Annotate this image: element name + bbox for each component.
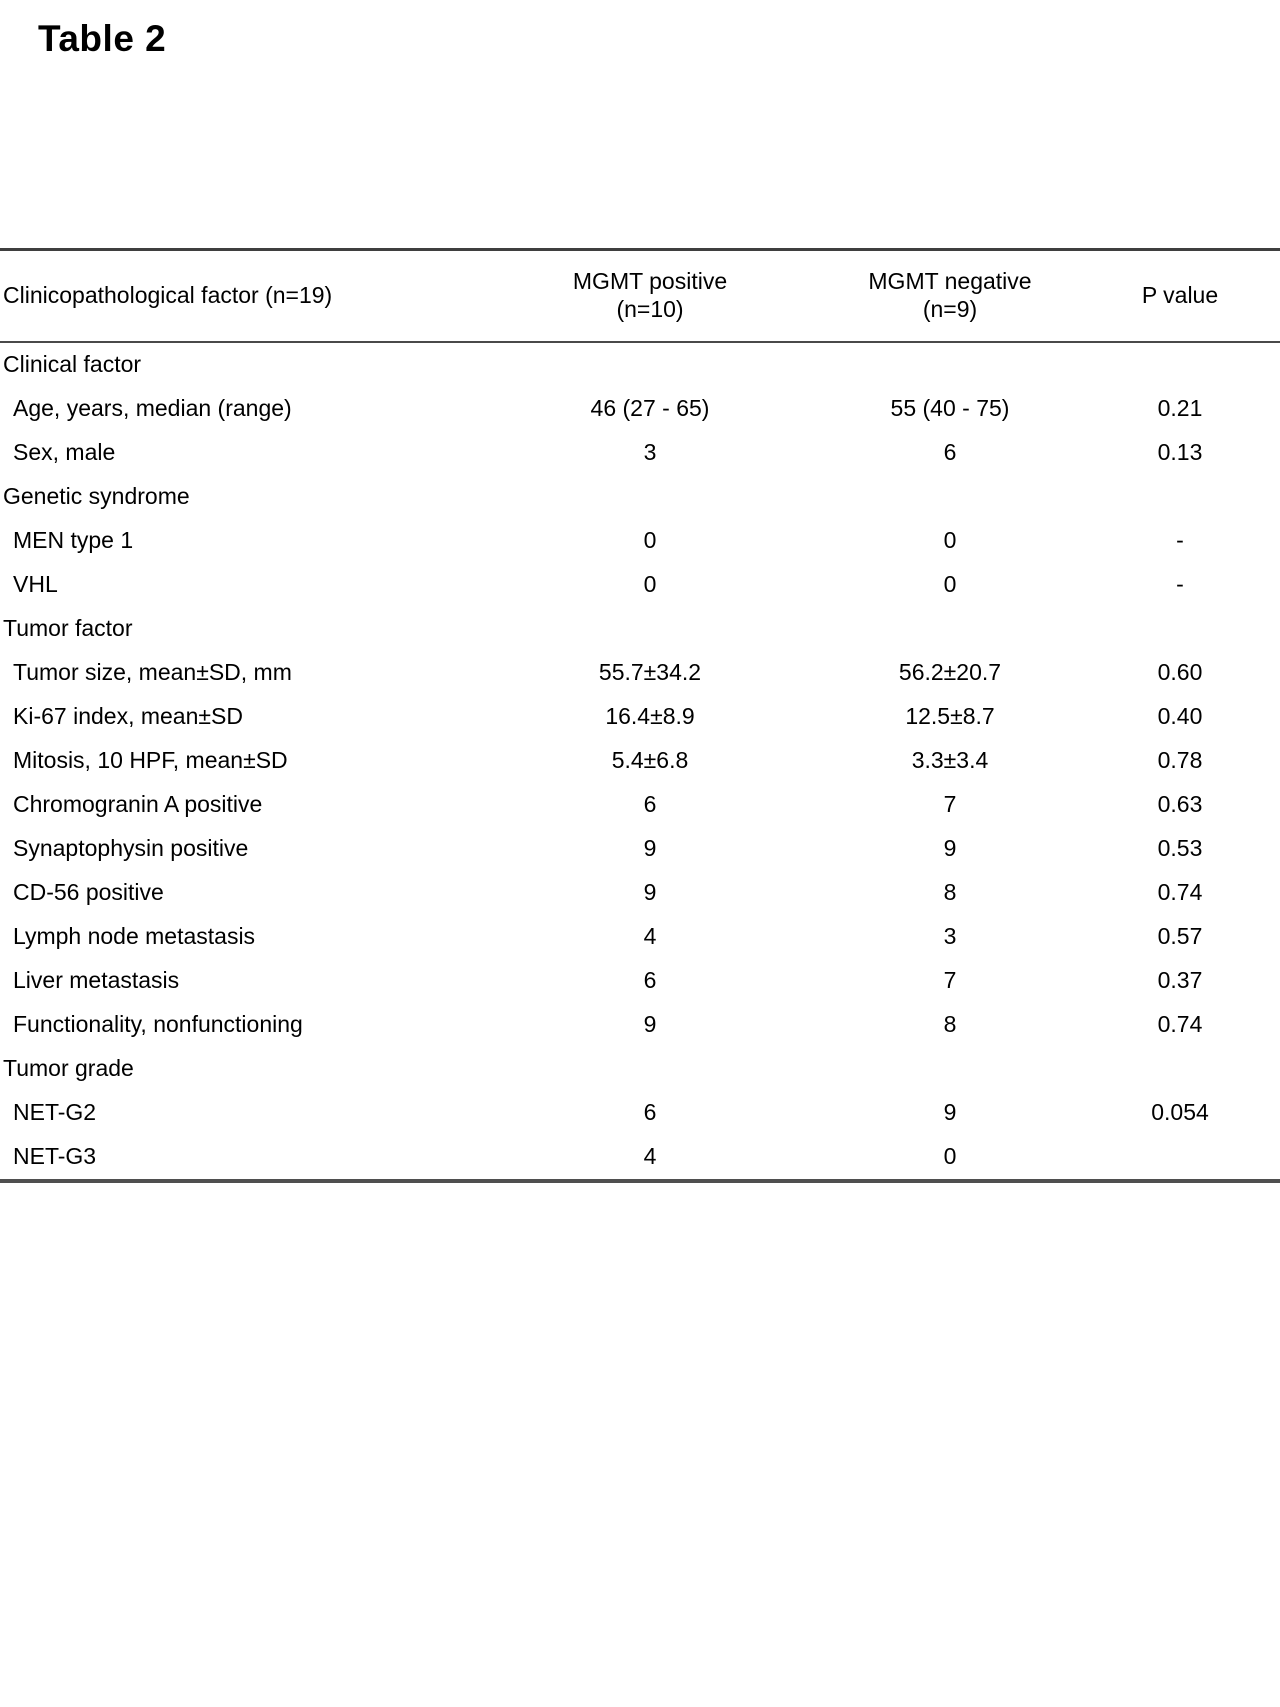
mgmt-positive-value: 9: [643, 835, 657, 862]
row-label: Tumor size, mean±SD, mm: [13, 659, 292, 686]
row-label: VHL: [13, 571, 58, 598]
mgmt-negative-value: 0: [943, 527, 957, 554]
p-value: 0.37: [1157, 967, 1203, 994]
mgmt-negative-value: 6: [943, 439, 957, 466]
mgmt-negative-value: 7: [943, 791, 957, 818]
table-row: [0, 563, 1280, 607]
table-row: [0, 431, 1280, 475]
mgmt-positive-value: 46 (27 - 65): [590, 395, 710, 422]
mgmt-positive-value: 4: [643, 1143, 657, 1170]
row-label: Age, years, median (range): [13, 395, 292, 422]
table-row: [0, 1091, 1280, 1135]
row-label: Clinical factor: [3, 351, 142, 378]
header-mgmt-negative-line2: (n=9): [922, 296, 978, 322]
mgmt-positive-value: 6: [643, 967, 657, 994]
p-value: 0.74: [1157, 1011, 1203, 1038]
header-mgmt-negative-column: [820, 268, 1080, 323]
row-label: Liver metastasis: [13, 967, 180, 994]
p-value: 0.78: [1157, 747, 1203, 774]
table-section-row: [0, 607, 1280, 651]
row-label: MEN type 1: [13, 527, 134, 554]
p-value: 0.054: [1151, 1099, 1209, 1126]
p-value: -: [1176, 527, 1184, 554]
p-value: 0.21: [1157, 395, 1203, 422]
mgmt-positive-value: 6: [643, 1099, 657, 1126]
row-label: NET-G3: [13, 1143, 97, 1170]
row-label: Synaptophysin positive: [13, 835, 249, 862]
header-mgmt-negative-line1: MGMT negative: [868, 268, 1032, 295]
table-row: [0, 1135, 1280, 1179]
table-row: [0, 1003, 1280, 1047]
row-label: Sex, male: [13, 439, 116, 466]
header-mgmt-positive-column: [480, 268, 820, 323]
mgmt-negative-value: 3: [943, 923, 957, 950]
row-label: Mitosis, 10 HPF, mean±SD: [13, 747, 288, 774]
header-mgmt-positive-line1: MGMT positive: [572, 268, 728, 295]
mgmt-negative-value: 0: [943, 1143, 957, 1170]
table-row: [0, 695, 1280, 739]
mgmt-negative-value: 9: [943, 835, 957, 862]
header-p-value-column: P value: [1141, 282, 1219, 309]
table-section-row: [0, 475, 1280, 519]
row-label: Chromogranin A positive: [13, 791, 263, 818]
table-title: Table 2: [38, 18, 167, 59]
p-value: 0.63: [1157, 791, 1203, 818]
mgmt-negative-value: 56.2±20.7: [898, 659, 1002, 686]
p-value: 0.13: [1157, 439, 1203, 466]
row-label: Lymph node metastasis: [13, 923, 256, 950]
mgmt-positive-value: 4: [643, 923, 657, 950]
table-row: [0, 387, 1280, 431]
table-header-row: [0, 248, 1280, 343]
mgmt-positive-value: 0: [643, 527, 657, 554]
mgmt-positive-value: 55.7±34.2: [598, 659, 702, 686]
p-value: -: [1176, 571, 1184, 598]
row-label: Genetic syndrome: [3, 483, 190, 510]
mgmt-positive-value: 3: [643, 439, 657, 466]
table-body: [0, 343, 1280, 1183]
mgmt-negative-value: 8: [943, 1011, 957, 1038]
table-row: [0, 827, 1280, 871]
table-row: [0, 651, 1280, 695]
clinicopathological-table: [0, 248, 1280, 1183]
mgmt-negative-value: 8: [943, 879, 957, 906]
table-row: [0, 915, 1280, 959]
mgmt-positive-value: 6: [643, 791, 657, 818]
mgmt-positive-value: 5.4±6.8: [611, 747, 689, 774]
mgmt-negative-value: 3.3±3.4: [911, 747, 989, 774]
mgmt-negative-value: 55 (40 - 75): [890, 395, 1010, 422]
mgmt-positive-value: 9: [643, 879, 657, 906]
mgmt-positive-value: 9: [643, 1011, 657, 1038]
p-value: 0.74: [1157, 879, 1203, 906]
row-label: Tumor factor: [3, 615, 133, 642]
p-value: 0.40: [1157, 703, 1203, 730]
row-label: NET-G2: [13, 1099, 97, 1126]
mgmt-negative-value: 0: [943, 571, 957, 598]
row-label: Functionality, nonfunctioning: [13, 1011, 303, 1038]
table-section-row: [0, 1047, 1280, 1091]
table-section-row: [0, 343, 1280, 387]
table-row: [0, 519, 1280, 563]
p-value: 0.53: [1157, 835, 1203, 862]
header-factor-column: Clinicopathological factor (n=19): [3, 282, 333, 309]
mgmt-negative-value: 12.5±8.7: [905, 703, 995, 730]
mgmt-negative-value: 7: [943, 967, 957, 994]
table-row: [0, 959, 1280, 1003]
mgmt-negative-value: 9: [943, 1099, 957, 1126]
table-row: [0, 783, 1280, 827]
header-mgmt-positive-line2: (n=10): [616, 296, 684, 322]
row-label: Ki-67 index, mean±SD: [13, 703, 243, 730]
table-row: [0, 871, 1280, 915]
row-label: Tumor grade: [3, 1055, 134, 1082]
mgmt-positive-value: 0: [643, 571, 657, 598]
table-row: [0, 739, 1280, 783]
mgmt-positive-value: 16.4±8.9: [605, 703, 695, 730]
row-label: CD-56 positive: [13, 879, 164, 906]
p-value: 0.60: [1157, 659, 1203, 686]
p-value: 0.57: [1157, 923, 1203, 950]
